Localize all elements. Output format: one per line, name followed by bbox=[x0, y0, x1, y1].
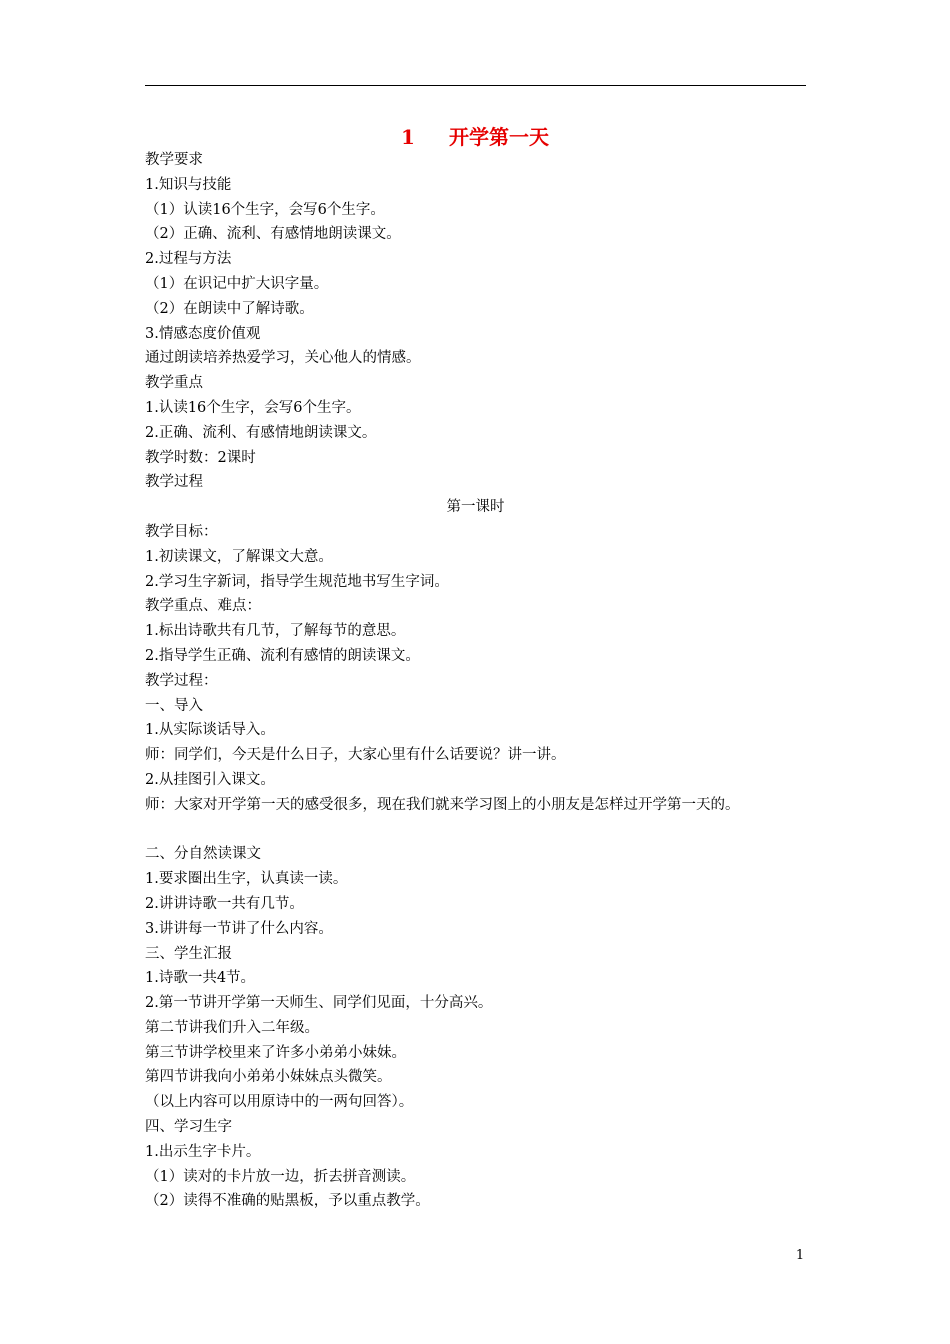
text-line: 教学要求 bbox=[145, 152, 203, 168]
text-line: 2.第一节讲开学第一天师生、同学们见面，十分高兴。 bbox=[145, 995, 493, 1012]
text-line: （2）读得不准确的贴黑板，予以重点教学。 bbox=[145, 1193, 430, 1210]
text-line: 3.讲讲每一节讲了什么内容。 bbox=[145, 920, 333, 937]
text-line: 教学重点 bbox=[145, 375, 203, 392]
lesson-number: 1 bbox=[401, 125, 415, 149]
text-line: 2.过程与方法 bbox=[145, 251, 232, 268]
text-line: 第四节讲我向小弟弟小妹妹点头微笑。 bbox=[145, 1069, 392, 1086]
text-line: 1.初读课文，了解课文大意。 bbox=[145, 548, 333, 565]
text-line: 2.学习生字新词，指导学生规范地书写生字词。 bbox=[145, 573, 449, 590]
text-line: 第三节讲学校里来了许多小弟弟小妹妹。 bbox=[145, 1044, 406, 1061]
text-line: （1）读对的卡片放一边，折去拼音测读。 bbox=[145, 1168, 416, 1185]
text-line: 1.要求圈出生字，认真读一读。 bbox=[145, 871, 348, 888]
text-line: 1.标出诗歌共有几节，了解每节的意思。 bbox=[145, 623, 406, 640]
text-line: （2）正确、流利、有感情地朗读课文。 bbox=[145, 226, 401, 243]
text-line: （1）在识记中扩大识字量。 bbox=[145, 275, 329, 292]
lesson-body bbox=[145, 148, 835, 1214]
lesson-title-text: 开学第一天 bbox=[448, 125, 549, 149]
text-line: 第二节讲我们升入二年级。 bbox=[145, 1019, 319, 1036]
text-line: 教学过程 bbox=[145, 474, 203, 491]
text-line: （2）在朗读中了解诗歌。 bbox=[145, 300, 314, 317]
text-line: 三、学生汇报 bbox=[145, 945, 232, 962]
text-line: 师：同学们，今天是什么日子，大家心里有什么话要说？讲一讲。 bbox=[145, 747, 566, 764]
text-line: 通过朗读培养热爱学习，关心他人的情感。 bbox=[145, 350, 421, 367]
text-line: （以上内容可以用原诗中的一两句回答）。 bbox=[145, 1094, 414, 1111]
text-line: 1.从实际谈话导入。 bbox=[145, 722, 275, 739]
text-line: 四、学习生字 bbox=[145, 1119, 232, 1136]
page-number: 1 bbox=[795, 1248, 805, 1263]
text-line: 1.认读16个生字，会写6个生字。 bbox=[145, 399, 361, 416]
text-line: 师：大家对开学第一天的感受很多，现在我们就来学习图上的小朋友是怎样过开学第一天的。 bbox=[145, 796, 740, 813]
text-line: 1.诗歌一共4节。 bbox=[145, 970, 256, 987]
text-line: 教学过程： bbox=[145, 672, 218, 689]
text-line: 3.情感态度价值观 bbox=[145, 325, 261, 342]
text-line: 1.出示生字卡片。 bbox=[145, 1143, 261, 1160]
text-line: 二、分自然读课文 bbox=[145, 846, 261, 863]
text-line: 2.讲讲诗歌一共有几节。 bbox=[145, 895, 304, 912]
text-line: 教学目标： bbox=[145, 523, 218, 540]
text-line: 2.指导学生正确、流利有感情的朗读课文。 bbox=[145, 647, 420, 664]
text-line: （1）认读16个生字，会写6个生字。 bbox=[145, 201, 385, 218]
text-line: 教学重点、难点： bbox=[145, 598, 261, 615]
text-line: 2.从挂图引入课文。 bbox=[145, 771, 275, 788]
text-line: 1.知识与技能 bbox=[145, 176, 232, 193]
lesson-title bbox=[0, 123, 950, 151]
header-rule bbox=[145, 85, 806, 86]
section-heading: 第一课时 bbox=[446, 499, 505, 516]
text-line: 教学时数：2课时 bbox=[145, 449, 256, 466]
text-line: 2.正确、流利、有感情地朗读课文。 bbox=[145, 424, 377, 441]
blank-line bbox=[145, 818, 835, 843]
text-line: 一、导入 bbox=[145, 697, 203, 714]
